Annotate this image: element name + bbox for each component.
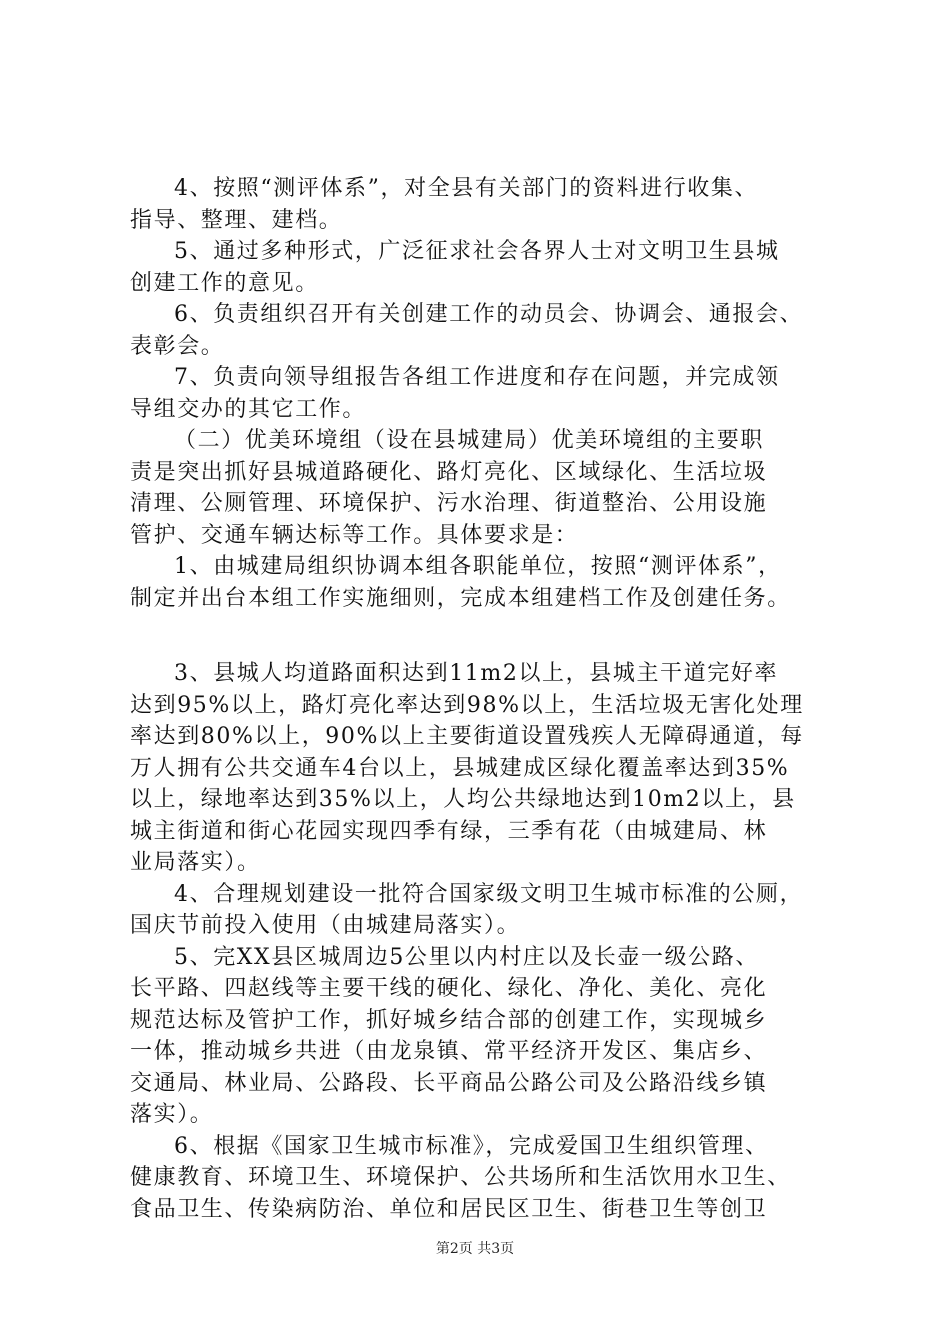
text-line: 业局落实）。	[130, 850, 261, 875]
paragraph	[130, 1131, 850, 1226]
paragraph-gap	[130, 614, 850, 658]
text-line: 5、完XX县区城周边5公里以内村庄以及长壶一级公路、	[174, 944, 759, 970]
text-line: （二）优美环境组（设在县城建局）优美环境组的主要职	[174, 428, 765, 453]
text-line: 7、负责向领导组报告各组工作进度和存在问题，并完成领	[174, 365, 780, 390]
text-line: 指导、整理、建档。	[130, 207, 343, 233]
text-line: 3、县城人均道路面积达到11m2以上，县城主干道完好率	[174, 661, 779, 686]
paragraph	[130, 236, 850, 299]
text-line: 长平路、四赵线等主要干线的硬化、绿化、净化、美化、亮化	[130, 976, 768, 1001]
page-footer: 第2页 共3页	[435, 1241, 515, 1257]
text-line: 创建工作的意见。	[130, 270, 319, 296]
text-line: 以上，绿地率达到35%以上，人均公共绿地达到10m2以上，县	[130, 787, 796, 812]
text-line: 清理、公厕管理、环境保护、污水治理、街道整治、公用设施	[130, 491, 768, 516]
text-line: 6、负责组织召开有关创建工作的动员会、协调会、通报会、	[174, 302, 804, 327]
text-line: 制定并出台本组工作实施细则，完成本组建档工作及创建任务。	[130, 585, 791, 611]
text-line: 5、通过多种形式，广泛征求社会各界人士对文明卫生县城	[174, 239, 780, 264]
text-line: 健康教育、环境卫生、环境保护、公共场所和生活饮用水卫生、	[130, 1165, 791, 1190]
text-line: 导组交办的其它工作。	[130, 396, 367, 422]
text-line: 率达到80%以上，90%以上主要街道设置残疾人无障碍通道，每	[130, 724, 804, 749]
text-line: 6、根据《国家卫生城市标准》，完成爱国卫生组织管理、	[174, 1133, 769, 1159]
document-body	[130, 173, 850, 1225]
paragraph	[130, 173, 850, 236]
text-line: 一体，推动城乡共进（由龙泉镇、常平经济开发区、集店乡、	[130, 1039, 768, 1064]
paragraph	[130, 942, 850, 1131]
paragraph	[130, 362, 850, 425]
paragraph	[130, 658, 850, 879]
text-line: 国庆节前投入使用（由城建局落实）。	[130, 913, 521, 938]
text-line: 表彰会。	[130, 333, 225, 359]
text-line: 城主街道和街心花园实现四季有绿，三季有花（由城建局、林	[130, 818, 768, 844]
text-line: 4、按照“测评体系”，对全县有关部门的资料进行收集、	[174, 176, 759, 201]
text-line: 1、由城建局组织协调本组各职能单位，按照“测评体系”，	[174, 554, 782, 579]
text-line: 食品卫生、传染病防治、单位和居民区卫生、街巷卫生等创卫	[130, 1196, 768, 1222]
text-line: 落实）。	[130, 1102, 214, 1127]
paragraph	[130, 879, 850, 942]
text-line: 规范达标及管护工作，抓好城乡结合部的创建工作，实现城乡	[130, 1007, 768, 1033]
paragraph	[130, 551, 850, 614]
text-line: 万人拥有公共交通车4台以上，县城建成区绿化覆盖率达到35%	[130, 755, 790, 781]
paragraph	[130, 425, 850, 551]
text-line: 交通局、林业局、公路段、长平商品公路公司及公路沿线乡镇	[130, 1070, 768, 1096]
text-line: 责是突出抓好县城道路硬化、路灯亮化、区域绿化、生活垃圾	[130, 459, 768, 485]
text-line: 管护、交通车辆达标等工作。具体要求是：	[130, 522, 579, 548]
text-line: 4、合理规划建设一批符合国家级文明卫生城市标准的公厕，	[174, 881, 804, 907]
text-line: 达到95%以上，路灯亮化率达到98%以上，生活垃圾无害化处理	[130, 692, 804, 718]
paragraph	[130, 299, 850, 362]
